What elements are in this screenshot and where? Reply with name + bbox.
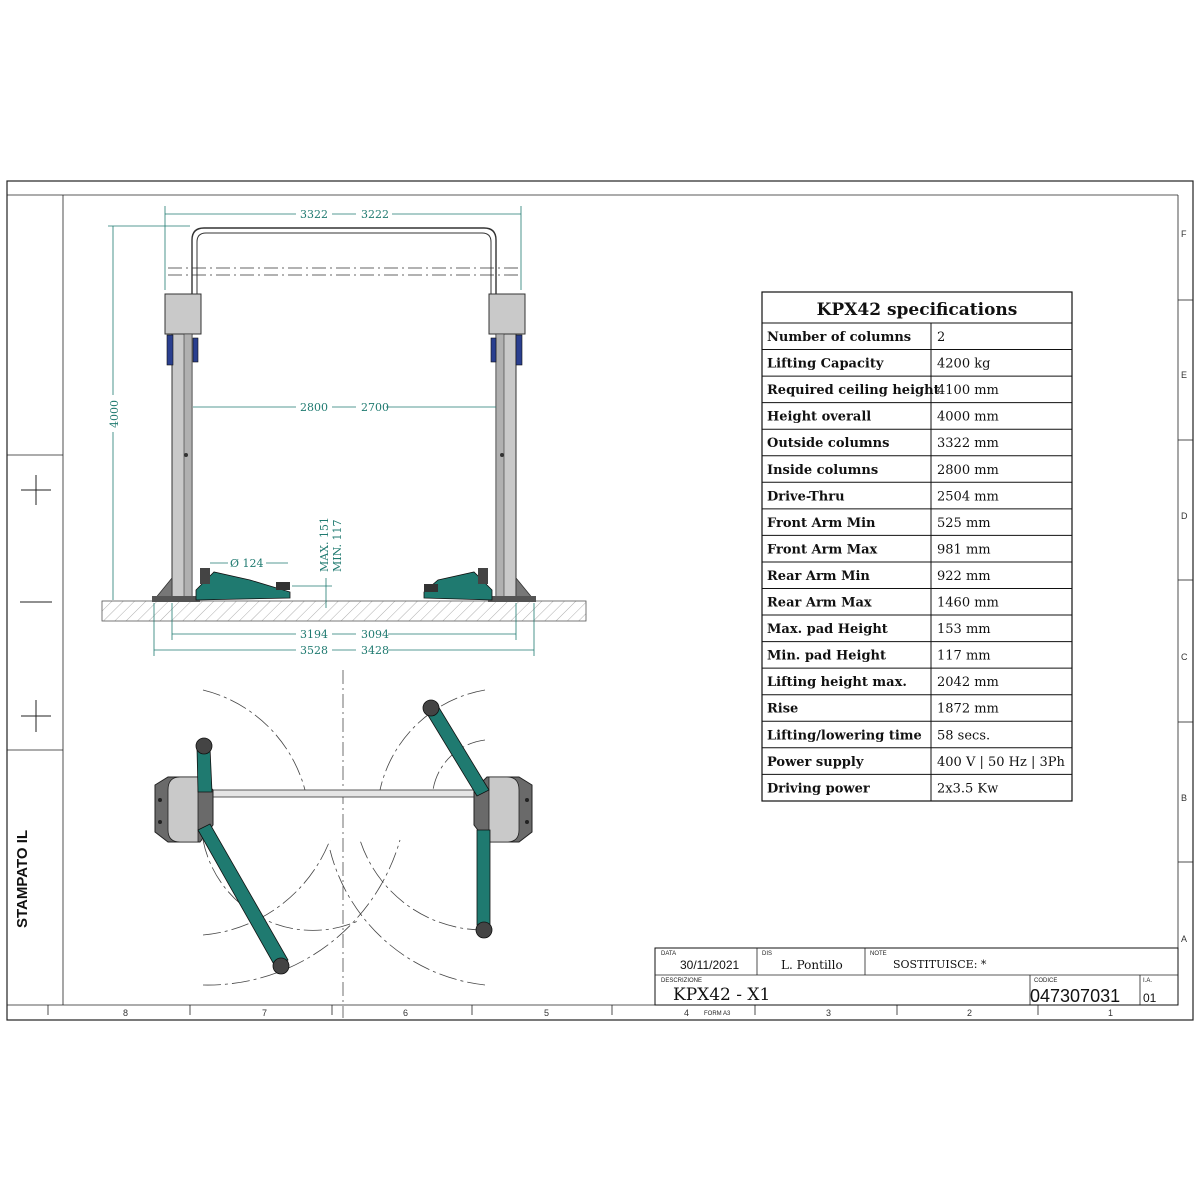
spec-value: 58 secs. [937, 728, 991, 744]
dim-top-right-value: 3222 [361, 208, 389, 221]
left-rear-arm [198, 824, 289, 974]
right-column [488, 294, 536, 602]
spec-value: 2 [937, 330, 946, 345]
spec-label: Number of columns [767, 330, 912, 345]
spec-value: 2504 mm [937, 489, 999, 505]
spec-table-title: KPX42 specifications [816, 300, 1018, 320]
description-value: KPX42 - X1 [673, 985, 771, 1005]
spec-value: 117 mm [937, 648, 991, 664]
drawn-by-label: DIS [762, 951, 773, 957]
zone-label: C [1181, 652, 1188, 662]
dim-base2-left-value: 3528 [300, 644, 328, 657]
left-column [152, 294, 201, 602]
zone-label: 8 [123, 1008, 129, 1018]
registration-cross-top [21, 475, 51, 505]
spec-value: 3322 mm [937, 436, 999, 452]
spec-value: 1872 mm [937, 701, 999, 717]
spec-value: 981 mm [937, 542, 991, 558]
description-label: DESCRIZIONE [661, 978, 703, 984]
spec-label: Inside columns [767, 462, 879, 478]
note-label: NOTE [870, 951, 887, 957]
spec-label: Lifting Capacity [767, 356, 884, 372]
spec-label: Required ceiling height [767, 383, 940, 399]
code-value: 047307031 [1030, 986, 1121, 1006]
zone-label: B [1181, 793, 1188, 803]
dim-top-left-value: 3322 [300, 208, 328, 221]
spec-label: Driving power [767, 781, 870, 797]
spec-value: 153 mm [937, 622, 991, 638]
drawn-by-value: L. Pontillo [781, 958, 843, 972]
dim-inner-left-value: 2800 [300, 401, 328, 414]
zone-label: 4 [684, 1008, 690, 1018]
spec-label: Lifting/lowering time [767, 728, 922, 744]
right-rear-arm [476, 830, 492, 938]
left-front-arm [196, 738, 212, 792]
note-value: SOSTITUISCE: * [893, 958, 987, 971]
spec-label: Rear Arm Max [767, 595, 872, 611]
overhead-bar [168, 228, 522, 295]
dim-inner-right-value: 2700 [361, 401, 389, 414]
spec-value: 2042 mm [937, 675, 999, 691]
side-strip [7, 455, 63, 928]
spec-value: 4100 mm [937, 383, 999, 399]
spec-label: Drive-Thru [767, 489, 845, 505]
spec-value: 4200 kg [937, 356, 991, 372]
zone-label: 5 [544, 1008, 550, 1018]
spec-value: 1460 mm [937, 595, 999, 611]
spec-value: 922 mm [937, 568, 991, 584]
spec-value: 4000 mm [937, 409, 999, 425]
spec-label: Power supply [767, 754, 864, 770]
top-view [155, 670, 532, 1018]
spec-label: Front Arm Min [767, 515, 876, 531]
dim-pad-diameter: Ø 124 [230, 557, 264, 570]
date-value: 30/11/2021 [680, 958, 740, 972]
spec-label: Height overall [767, 409, 872, 425]
carriage-left [167, 335, 173, 365]
zone-markers-bottom [48, 1005, 1113, 1018]
spec-label: Max. pad Height [767, 622, 888, 638]
code-label: CODICE [1034, 978, 1058, 984]
spec-label: Min. pad Height [767, 648, 886, 664]
dim-base2-right-value: 3428 [361, 644, 389, 657]
spec-value: 525 mm [937, 515, 991, 531]
zone-label: D [1181, 511, 1188, 521]
spec-label: Rear Arm Min [767, 568, 870, 584]
spec-label: Front Arm Max [767, 542, 878, 558]
dim-base1-left-value: 3194 [300, 628, 328, 641]
dim-base1-right-value: 3094 [361, 628, 389, 641]
date-label: DATA [661, 951, 677, 957]
revision-value: 01 [1143, 991, 1157, 1005]
zone-label: 2 [967, 1008, 973, 1018]
carriage-right [516, 335, 522, 365]
spec-label: Lifting height max. [767, 675, 907, 691]
zone-label: 1 [1108, 1008, 1114, 1018]
zone-label: 3 [826, 1008, 832, 1018]
spec-table [762, 292, 1072, 801]
right-arm-lowered [424, 568, 492, 600]
dimension-outside-columns [165, 206, 521, 290]
stamp-label: STAMPATO IL [14, 829, 31, 928]
dim-pad-max: MAX. 151 [318, 516, 331, 572]
registration-cross-bottom [21, 700, 51, 732]
zone-label: 7 [262, 1008, 268, 1018]
left-arm-lowered [196, 568, 290, 600]
dim-pad-min: MIN. 117 [331, 519, 344, 572]
floor-slab [102, 601, 586, 621]
zone-label: E [1181, 370, 1188, 380]
zone-label: F [1181, 229, 1187, 239]
right-front-arm [423, 700, 489, 796]
spec-value: 2800 mm [937, 462, 999, 478]
floor-crossbar [190, 790, 494, 797]
format-label: FORM A3 [704, 1011, 731, 1017]
zone-label: A [1181, 934, 1188, 944]
dimension-inside-columns [193, 401, 496, 414]
dim-height-value: 4000 [108, 400, 121, 428]
zone-markers-right [1178, 229, 1193, 944]
front-view [102, 206, 586, 657]
spec-label: Rise [767, 701, 799, 717]
title-block [655, 948, 1178, 1017]
spec-value: 400 V | 50 Hz | 3Ph [937, 754, 1065, 770]
revision-label: I.A. [1143, 978, 1153, 984]
spec-value: 2x3.5 Kw [937, 781, 999, 797]
spec-label: Outside columns [767, 436, 890, 452]
zone-label: 6 [403, 1008, 409, 1018]
